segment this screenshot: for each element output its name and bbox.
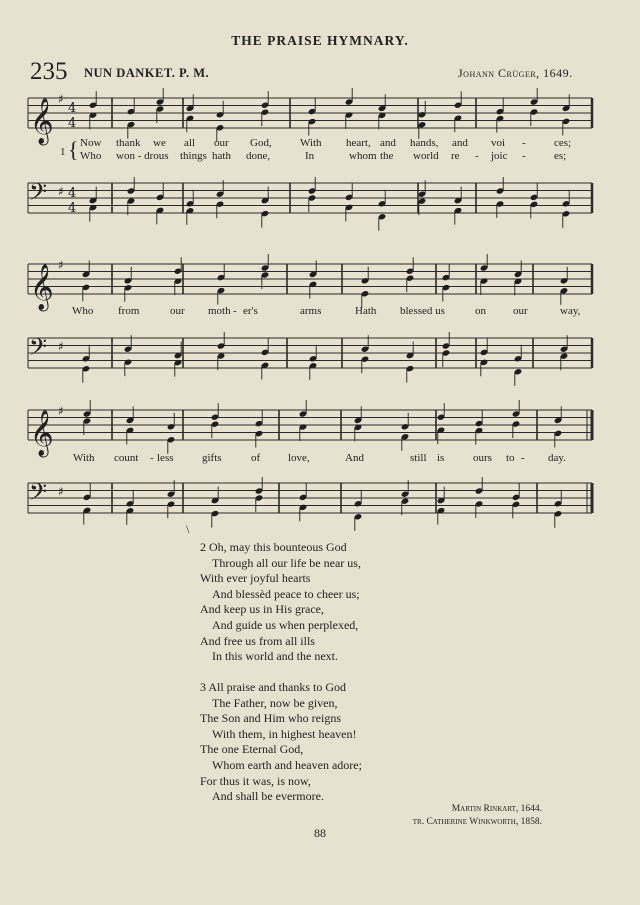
tune-name: NUN DANKET. P. M.: [84, 66, 210, 80]
hymn-number: 235: [30, 58, 68, 85]
lyric-syllable: -: [150, 452, 154, 464]
stanza-line: In this world and the next.: [212, 649, 338, 664]
lyric-syllable: God,: [250, 137, 272, 149]
time-signature-top: 4: [68, 186, 77, 201]
lyric-syllable: count: [114, 452, 139, 464]
lyric-syllable: Who: [72, 305, 94, 317]
system-3-bass-staff: [0, 475, 640, 525]
key-signature-sharp: ♯: [58, 339, 64, 354]
time-signature-bottom: 4: [68, 201, 77, 216]
lyric-syllable: Who: [80, 150, 102, 162]
stanza-line: Whom earth and heaven adore;: [212, 757, 362, 772]
system-2-bass-staff: [0, 330, 640, 380]
stanza-line: And free us from all ills: [200, 633, 315, 648]
lyric-syllable: er's: [243, 305, 258, 317]
lyric-syllable: ours: [473, 452, 492, 464]
lyric-syllable: Now: [80, 137, 102, 149]
lyric-syllable: love,: [288, 452, 310, 464]
lyric-syllable: of: [251, 452, 261, 464]
running-head: THE PRAISE HYMNARY.: [231, 33, 409, 48]
lyric-syllable: and: [452, 137, 468, 149]
time-signature-top: 4: [68, 101, 77, 116]
key-signature-sharp: ♯: [58, 258, 64, 272]
page-number: 88: [314, 826, 326, 840]
lyric-syllable: way,: [560, 305, 581, 317]
lyric-syllable: hands,: [410, 137, 439, 149]
lyric-syllable: world: [413, 150, 439, 162]
stanza-line: For thus it was, is now,: [200, 773, 311, 788]
stanza-line: 3 All praise and thanks to God: [200, 680, 346, 694]
lyric-syllable: on: [475, 305, 486, 317]
lyric-syllable: And: [345, 452, 364, 464]
lyric-syllable: to: [506, 452, 515, 464]
bass-clef-icon: 𝄢: [29, 178, 48, 211]
lyric-syllable: With: [300, 137, 322, 149]
system-1-bass-staff: [0, 175, 640, 230]
stanza-line: With ever joyful hearts: [200, 571, 311, 586]
lyric-syllable: still: [410, 452, 427, 464]
lyric-syllable: In: [305, 150, 315, 162]
lyric-syllable: -: [522, 150, 526, 162]
time-signature-bottom: 4: [68, 116, 77, 131]
treble-clef-icon: 𝄞: [30, 410, 54, 456]
lyric-syllable: -: [521, 452, 525, 464]
stanza-line: The one Eternal God,: [200, 742, 304, 757]
lyric-syllable: our: [513, 305, 528, 317]
stanza-line: And shall be evermore.: [212, 789, 324, 804]
lyric-syllable: all: [184, 137, 195, 149]
lyric-syllable: from: [118, 305, 140, 317]
treble-clef-icon: 𝄞: [30, 264, 54, 310]
stanza-line: 2 Oh, may this bounteous God: [200, 540, 347, 554]
lyric-syllable: gifts: [202, 452, 222, 464]
lyric-syllable: heart,: [346, 137, 371, 149]
bass-clef-icon: 𝄢: [29, 478, 48, 511]
bass-clef-icon: 𝄢: [29, 333, 48, 366]
lyric-syllable: arms: [300, 305, 322, 317]
treble-clef-icon: 𝄞: [30, 98, 54, 144]
lyric-syllable: our: [214, 137, 229, 149]
lyric-syllable: the: [380, 150, 394, 162]
stanza-line: With them, in highest heaven!: [212, 726, 357, 741]
lyric-syllable: hath: [212, 150, 231, 162]
stanza-line: And guide us when perplexed,: [212, 617, 359, 632]
lyric-syllable: es;: [554, 150, 567, 162]
stanza-line: And keep us in His grace,: [200, 602, 324, 617]
lyric-syllable: blessed us: [400, 305, 445, 317]
stanza-line: The Son and Him who reigns: [200, 711, 341, 726]
lyric-syllable: our: [170, 305, 185, 317]
stanza-number: 2: [200, 540, 206, 554]
stanza-line: Through all our life be near us,: [212, 555, 361, 570]
system-3-treble-staff: [0, 402, 640, 456]
key-signature-sharp: ♯: [58, 404, 64, 418]
lyric-syllable: done,: [246, 150, 271, 162]
lyric-syllable: joic: [491, 150, 508, 162]
lyric-syllable: -: [522, 137, 526, 149]
verse-number: 1: [60, 146, 66, 158]
lyric-syllable: is: [437, 452, 445, 464]
lyric-syllable: and: [380, 137, 396, 149]
lyric-syllable: -: [233, 305, 237, 317]
key-signature-sharp: ♯: [58, 484, 64, 499]
lyric-syllable: voi: [491, 137, 506, 149]
stanza-2: [200, 540, 361, 665]
stanza-line: And blessèd peace to cheer us;: [212, 586, 360, 601]
system-2-treble-staff: [0, 256, 640, 310]
brace-glyph: {: [68, 137, 79, 162]
key-signature-sharp: ♯: [58, 92, 64, 106]
lyric-syllable: we: [153, 137, 166, 149]
lyric-syllable: re: [451, 150, 460, 162]
lyric-syllable: day.: [548, 452, 566, 464]
lyric-syllable: With: [73, 452, 95, 464]
stray-mark: \: [186, 522, 190, 536]
stanza-3: [200, 680, 362, 805]
lyric-syllable: things: [180, 150, 207, 162]
translator-credit: tr. Catherine Winkworth, 1858.: [412, 817, 542, 827]
stanza-line: The Father, now be given,: [212, 695, 338, 710]
lyric-syllable: moth: [208, 305, 231, 317]
lyric-syllable: whom: [349, 150, 377, 162]
composer: Johann Crüger, 1649.: [458, 66, 573, 80]
lyric-syllable: Hath: [355, 305, 377, 317]
stanza-number: 3: [200, 680, 206, 694]
lyric-syllable: less: [157, 452, 174, 464]
lyric-syllable: -: [475, 150, 479, 162]
lyric-syllable: thank: [116, 137, 141, 149]
lyric-syllable: ces;: [554, 137, 572, 149]
author-credit: Martin Rinkart, 1644.: [451, 804, 542, 814]
lyric-syllable: won - drous: [116, 150, 169, 162]
key-signature-sharp: ♯: [58, 184, 64, 199]
